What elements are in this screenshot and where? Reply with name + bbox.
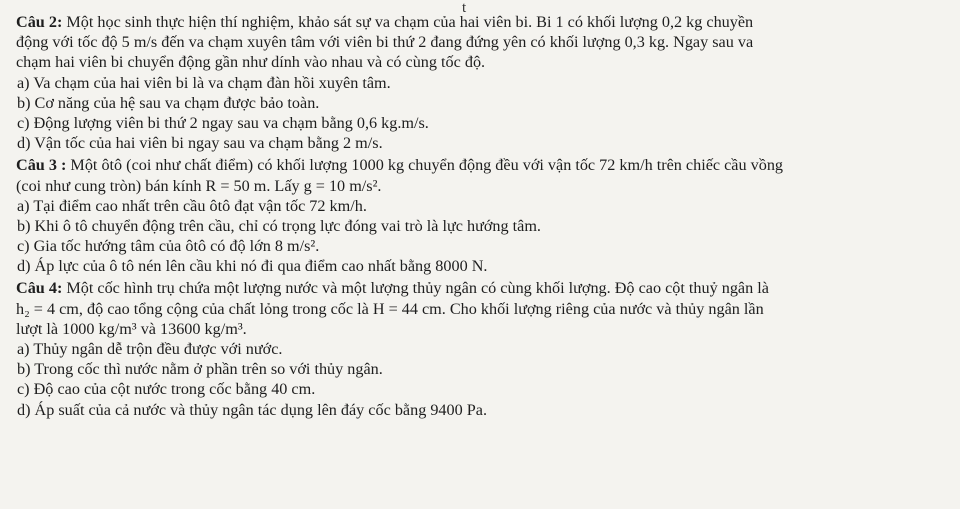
question-4-stem-line-1: Câu 4: Một cốc hình trụ chứa một lượng nước và một lượng thủy ngân có cùng khối lượng. Độ cao cột thuỷ ngân là xyxy=(16,279,769,298)
question-3 xyxy=(16,155,956,276)
question-3-option-c: c) Gia tốc hướng tâm của ôtô có độ lớn 8 m/s². xyxy=(17,237,320,256)
question-3-stem-line-2: (coi như cung tròn) bán kính R = 50 m. Lấy g = 10 m/s². xyxy=(16,176,382,195)
question-3-option-d: d) Áp lực của ô tô nén lên cầu khi nó đi qua điểm cao nhất bằng 8000 N. xyxy=(17,257,488,276)
question-4-stem-line-3: lượt là 1000 kg/m³ và 13600 kg/m³. xyxy=(16,319,247,338)
question-2 xyxy=(16,12,956,153)
question-2-stem-line-1: Câu 2: Một học sinh thực hiện thí nghiệm, khảo sát sự va chạm của hai viên bi. Bi 1 có khối lượng 0,2 kg chuyền xyxy=(16,13,754,31)
question-2-stem-line-2: động với tốc độ 5 m/s đến va chạm xuyên tâm với viên bi thứ 2 đang đứng yên có khối lượng 0,3 kg. Ngay sau va xyxy=(16,33,754,52)
question-2-option-c: c) Động lượng viên bi thứ 2 ngay sau va chạm bằng 0,6 kg.m/s. xyxy=(17,113,429,132)
question-4-option-c: c) Độ cao của cột nước trong cốc bằng 40 cm. xyxy=(17,380,316,399)
question-2-label: Câu 2 xyxy=(16,13,57,31)
question-2-option-a: a) Va chạm của hai viên bi là va chạm đàn hồi xuyên tâm. xyxy=(17,73,391,92)
question-2-stem-line-3: chạm hai viên bi chuyển động gần như dính vào nhau và có cùng tốc độ. xyxy=(16,53,486,72)
question-4-label: Câu 4 xyxy=(16,279,57,298)
question-4 xyxy=(16,278,956,419)
question-2-option-d: d) Vận tốc của hai viên bi ngay sau va chạm bằng 2 m/s. xyxy=(17,134,383,153)
document-body xyxy=(16,12,956,420)
question-4-option-a: a) Thủy ngân dễ trộn đều được với nước. xyxy=(17,340,283,358)
question-4-option-b: b) Trong cốc thì nước nằm ở phần trên so với thủy ngân. xyxy=(17,360,383,379)
question-3-option-a: a) Tại điểm cao nhất trên cầu ôtô đạt vận tốc 72 km/h. xyxy=(17,196,367,215)
header-fragment: t xyxy=(462,0,467,16)
question-4-stem-line-2: h₂ = 4 cm, độ cao tổng cộng của chất lỏng trong cốc là H = 44 cm. Cho khối lượng riêng của nước và thủy ngân lần xyxy=(16,299,764,318)
question-2-option-b: b) Cơ năng của hệ sau va chạm được bảo toàn. xyxy=(17,93,320,112)
question-3-label: Câu 3 xyxy=(16,156,57,175)
question-3-option-b: b) Khi ô tô chuyển động trên cầu, chỉ có trọng lực đóng vai trò là lực hướng tâm. xyxy=(17,216,541,235)
question-4-option-d: d) Áp suất của cả nước và thủy ngân tác dụng lên đáy cốc bằng 9400 Pa. xyxy=(17,400,487,419)
question-3-stem-line-1: Câu 3 : Một ôtô (coi như chất điểm) có khối lượng 1000 kg chuyển động đều với vận tốc 72 km/h trên chiếc cầu vồng xyxy=(16,156,784,175)
